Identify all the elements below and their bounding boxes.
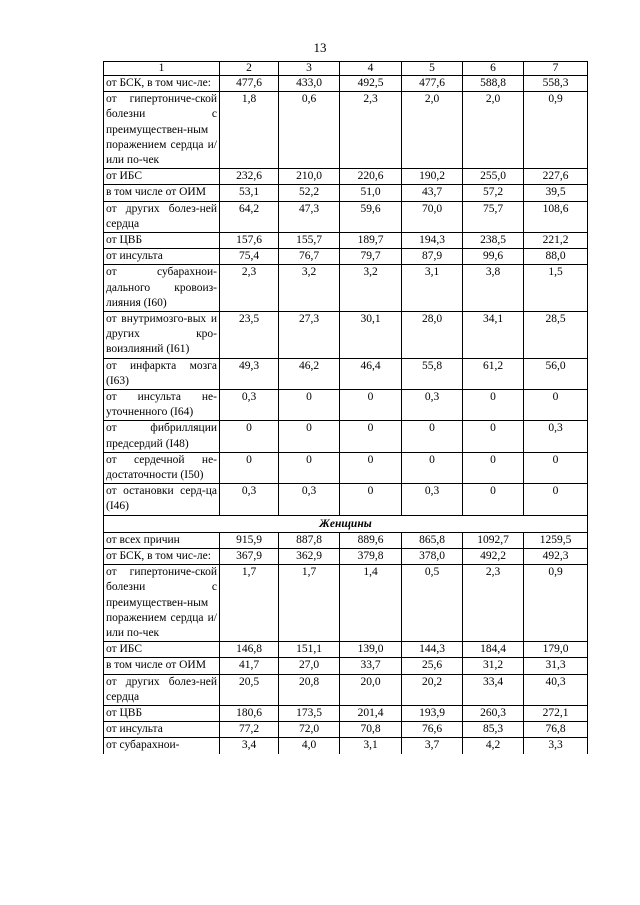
value-cell: 20,5 bbox=[220, 674, 279, 705]
table-row bbox=[104, 642, 588, 658]
value-cell: 28,0 bbox=[402, 312, 463, 359]
table-row bbox=[104, 722, 588, 738]
value-cell: 25,6 bbox=[402, 658, 463, 674]
value-cell: 0 bbox=[279, 390, 340, 421]
value-cell: 378,0 bbox=[402, 548, 463, 564]
value-cell: 1,4 bbox=[340, 565, 402, 642]
header-cell: 4 bbox=[340, 62, 402, 76]
table-row bbox=[104, 738, 588, 754]
value-cell: 31,3 bbox=[524, 658, 588, 674]
value-cell: 20,8 bbox=[279, 674, 340, 705]
value-cell: 59,6 bbox=[340, 201, 402, 232]
value-cell: 76,8 bbox=[524, 722, 588, 738]
value-cell: 189,7 bbox=[340, 233, 402, 249]
row-label: от всех причин bbox=[104, 532, 220, 548]
value-cell: 20,2 bbox=[402, 674, 463, 705]
value-cell: 558,3 bbox=[524, 76, 588, 92]
value-cell: 492,2 bbox=[463, 548, 524, 564]
value-cell: 0 bbox=[340, 484, 402, 515]
value-cell: 232,6 bbox=[220, 169, 279, 185]
value-cell: 2,0 bbox=[463, 92, 524, 169]
value-cell: 2,3 bbox=[340, 92, 402, 169]
value-cell: 76,6 bbox=[402, 722, 463, 738]
value-cell: 146,8 bbox=[220, 642, 279, 658]
table-row bbox=[104, 358, 588, 389]
value-cell: 139,0 bbox=[340, 642, 402, 658]
value-cell: 0,3 bbox=[220, 390, 279, 421]
value-cell: 40,3 bbox=[524, 674, 588, 705]
value-cell: 3,8 bbox=[463, 265, 524, 312]
table-row bbox=[104, 674, 588, 705]
row-label: от субарахнои-дального кровоиз-лияния (I60) bbox=[104, 265, 220, 312]
value-cell: 0 bbox=[402, 421, 463, 452]
value-cell: 28,5 bbox=[524, 312, 588, 359]
row-label: от гипертониче-ской болезни с преимуществен-ным поражением сердца и/или по-чек bbox=[104, 92, 220, 169]
value-cell: 0,9 bbox=[524, 565, 588, 642]
value-cell: 46,2 bbox=[279, 358, 340, 389]
value-cell: 0,3 bbox=[402, 484, 463, 515]
value-cell: 367,9 bbox=[220, 548, 279, 564]
row-label: от других болез-ней сердца bbox=[104, 674, 220, 705]
value-cell: 201,4 bbox=[340, 705, 402, 721]
header-cell: 7 bbox=[524, 62, 588, 76]
row-label: от БСК, в том чис-ле: bbox=[104, 76, 220, 92]
value-cell: 0,3 bbox=[279, 484, 340, 515]
header-cell: 2 bbox=[220, 62, 279, 76]
value-cell: 144,3 bbox=[402, 642, 463, 658]
value-cell: 1092,7 bbox=[463, 532, 524, 548]
value-cell: 75,4 bbox=[220, 249, 279, 265]
table-row bbox=[104, 452, 588, 483]
value-cell: 87,9 bbox=[402, 249, 463, 265]
value-cell: 1,5 bbox=[524, 265, 588, 312]
table-row bbox=[104, 265, 588, 312]
value-cell: 0,9 bbox=[524, 92, 588, 169]
row-label: от ИБС bbox=[104, 642, 220, 658]
value-cell: 477,6 bbox=[402, 76, 463, 92]
value-cell: 3,1 bbox=[402, 265, 463, 312]
value-cell: 194,3 bbox=[402, 233, 463, 249]
value-cell: 52,2 bbox=[279, 185, 340, 201]
value-cell: 915,9 bbox=[220, 532, 279, 548]
value-cell: 0 bbox=[279, 452, 340, 483]
row-label: от инсульта bbox=[104, 722, 220, 738]
section-row-women bbox=[104, 515, 588, 532]
row-label: от инфаркта мозга (I63) bbox=[104, 358, 220, 389]
row-label: в том числе от ОИМ bbox=[104, 185, 220, 201]
row-label: от БСК, в том чис-ле: bbox=[104, 548, 220, 564]
value-cell: 33,7 bbox=[340, 658, 402, 674]
value-cell: 47,3 bbox=[279, 201, 340, 232]
value-cell: 57,2 bbox=[463, 185, 524, 201]
value-cell: 34,1 bbox=[463, 312, 524, 359]
value-cell: 0 bbox=[220, 452, 279, 483]
row-label: от других болез-ней сердца bbox=[104, 201, 220, 232]
value-cell: 180,6 bbox=[220, 705, 279, 721]
value-cell: 49,3 bbox=[220, 358, 279, 389]
table-row bbox=[104, 233, 588, 249]
value-cell: 88,0 bbox=[524, 249, 588, 265]
value-cell: 193,9 bbox=[402, 705, 463, 721]
value-cell: 70,8 bbox=[340, 722, 402, 738]
value-cell: 477,6 bbox=[220, 76, 279, 92]
value-cell: 72,0 bbox=[279, 722, 340, 738]
table-row bbox=[104, 312, 588, 359]
header-cell: 6 bbox=[463, 62, 524, 76]
row-label: от остановки серд-ца (I46) bbox=[104, 484, 220, 515]
value-cell: 588,8 bbox=[463, 76, 524, 92]
table-row bbox=[104, 201, 588, 232]
value-cell: 3,3 bbox=[524, 738, 588, 754]
table-row bbox=[104, 532, 588, 548]
value-cell: 77,2 bbox=[220, 722, 279, 738]
value-cell: 0 bbox=[220, 421, 279, 452]
value-cell: 3,4 bbox=[220, 738, 279, 754]
value-cell: 1,8 bbox=[220, 92, 279, 169]
value-cell: 0 bbox=[463, 390, 524, 421]
value-cell: 0 bbox=[340, 452, 402, 483]
value-cell: 20,0 bbox=[340, 674, 402, 705]
value-cell: 30,1 bbox=[340, 312, 402, 359]
value-cell: 492,3 bbox=[524, 548, 588, 564]
value-cell: 157,6 bbox=[220, 233, 279, 249]
value-cell: 61,2 bbox=[463, 358, 524, 389]
value-cell: 1259,5 bbox=[524, 532, 588, 548]
header-cell: 3 bbox=[279, 62, 340, 76]
value-cell: 41,7 bbox=[220, 658, 279, 674]
value-cell: 379,8 bbox=[340, 548, 402, 564]
value-cell: 99,6 bbox=[463, 249, 524, 265]
value-cell: 2,0 bbox=[402, 92, 463, 169]
value-cell: 173,5 bbox=[279, 705, 340, 721]
value-cell: 0,6 bbox=[279, 92, 340, 169]
row-label: от инсульта bbox=[104, 249, 220, 265]
table-row bbox=[104, 185, 588, 201]
value-cell: 55,8 bbox=[402, 358, 463, 389]
value-cell: 155,7 bbox=[279, 233, 340, 249]
row-label: от внутримозго-вых и других кро-воизлияний (I61) bbox=[104, 312, 220, 359]
value-cell: 2,3 bbox=[220, 265, 279, 312]
value-cell: 0,3 bbox=[524, 421, 588, 452]
value-cell: 53,1 bbox=[220, 185, 279, 201]
row-label: от сердечной не-достаточности (I50) bbox=[104, 452, 220, 483]
value-cell: 0 bbox=[524, 484, 588, 515]
table-row bbox=[104, 658, 588, 674]
value-cell: 75,7 bbox=[463, 201, 524, 232]
value-cell: 0 bbox=[340, 390, 402, 421]
table-row bbox=[104, 705, 588, 721]
value-cell: 0,3 bbox=[220, 484, 279, 515]
value-cell: 0 bbox=[463, 452, 524, 483]
value-cell: 210,0 bbox=[279, 169, 340, 185]
section-title: Женщины bbox=[104, 515, 588, 532]
value-cell: 4,2 bbox=[463, 738, 524, 754]
value-cell: 220,6 bbox=[340, 169, 402, 185]
row-label: от ЦВБ bbox=[104, 705, 220, 721]
value-cell: 108,6 bbox=[524, 201, 588, 232]
value-cell: 1,7 bbox=[220, 565, 279, 642]
value-cell: 2,3 bbox=[463, 565, 524, 642]
value-cell: 255,0 bbox=[463, 169, 524, 185]
value-cell: 70,0 bbox=[402, 201, 463, 232]
value-cell: 3,1 bbox=[340, 738, 402, 754]
value-cell: 27,3 bbox=[279, 312, 340, 359]
value-cell: 1,7 bbox=[279, 565, 340, 642]
value-cell: 0 bbox=[463, 484, 524, 515]
value-cell: 0,3 bbox=[402, 390, 463, 421]
value-cell: 56,0 bbox=[524, 358, 588, 389]
value-cell: 227,6 bbox=[524, 169, 588, 185]
table-row bbox=[104, 76, 588, 92]
value-cell: 889,6 bbox=[340, 532, 402, 548]
value-cell: 3,2 bbox=[340, 265, 402, 312]
value-cell: 0,5 bbox=[402, 565, 463, 642]
table-row bbox=[104, 390, 588, 421]
table-row bbox=[104, 565, 588, 642]
value-cell: 0 bbox=[402, 452, 463, 483]
table-header-row bbox=[104, 62, 588, 76]
value-cell: 238,5 bbox=[463, 233, 524, 249]
value-cell: 39,5 bbox=[524, 185, 588, 201]
table-row bbox=[104, 92, 588, 169]
row-label: от субарахнои- bbox=[104, 738, 220, 754]
value-cell: 46,4 bbox=[340, 358, 402, 389]
value-cell: 27,0 bbox=[279, 658, 340, 674]
value-cell: 51,0 bbox=[340, 185, 402, 201]
value-cell: 260,3 bbox=[463, 705, 524, 721]
value-cell: 0 bbox=[524, 452, 588, 483]
value-cell: 23,5 bbox=[220, 312, 279, 359]
row-label: от гипертониче-ской болезни с преимуществен-ным поражением сердца и/или по-чек bbox=[104, 565, 220, 642]
value-cell: 33,4 bbox=[463, 674, 524, 705]
table-row bbox=[104, 548, 588, 564]
value-cell: 43,7 bbox=[402, 185, 463, 201]
table-row bbox=[104, 421, 588, 452]
value-cell: 433,0 bbox=[279, 76, 340, 92]
value-cell: 31,2 bbox=[463, 658, 524, 674]
value-cell: 151,1 bbox=[279, 642, 340, 658]
row-label: от фибрилляции предсердий (I48) bbox=[104, 421, 220, 452]
value-cell: 865,8 bbox=[402, 532, 463, 548]
value-cell: 179,0 bbox=[524, 642, 588, 658]
value-cell: 3,7 bbox=[402, 738, 463, 754]
row-label: от ЦВБ bbox=[104, 233, 220, 249]
value-cell: 492,5 bbox=[340, 76, 402, 92]
value-cell: 221,2 bbox=[524, 233, 588, 249]
row-label: от ИБС bbox=[104, 169, 220, 185]
value-cell: 272,1 bbox=[524, 705, 588, 721]
value-cell: 64,2 bbox=[220, 201, 279, 232]
value-cell: 362,9 bbox=[279, 548, 340, 564]
value-cell: 190,2 bbox=[402, 169, 463, 185]
value-cell: 4,0 bbox=[279, 738, 340, 754]
value-cell: 0 bbox=[524, 390, 588, 421]
row-label: от инсульта не-уточненного (I64) bbox=[104, 390, 220, 421]
table-body bbox=[104, 62, 588, 754]
table-row bbox=[104, 484, 588, 515]
value-cell: 79,7 bbox=[340, 249, 402, 265]
value-cell: 0 bbox=[279, 421, 340, 452]
table-row bbox=[104, 169, 588, 185]
row-label: в том числе от ОИМ bbox=[104, 658, 220, 674]
header-cell: 1 bbox=[104, 62, 220, 76]
value-cell: 76,7 bbox=[279, 249, 340, 265]
value-cell: 184,4 bbox=[463, 642, 524, 658]
value-cell: 0 bbox=[463, 421, 524, 452]
mortality-table bbox=[103, 61, 588, 754]
header-cell: 5 bbox=[402, 62, 463, 76]
value-cell: 0 bbox=[340, 421, 402, 452]
table-row bbox=[104, 249, 588, 265]
value-cell: 3,2 bbox=[279, 265, 340, 312]
value-cell: 85,3 bbox=[463, 722, 524, 738]
page-number: 13 bbox=[313, 40, 327, 55]
value-cell: 887,8 bbox=[279, 532, 340, 548]
